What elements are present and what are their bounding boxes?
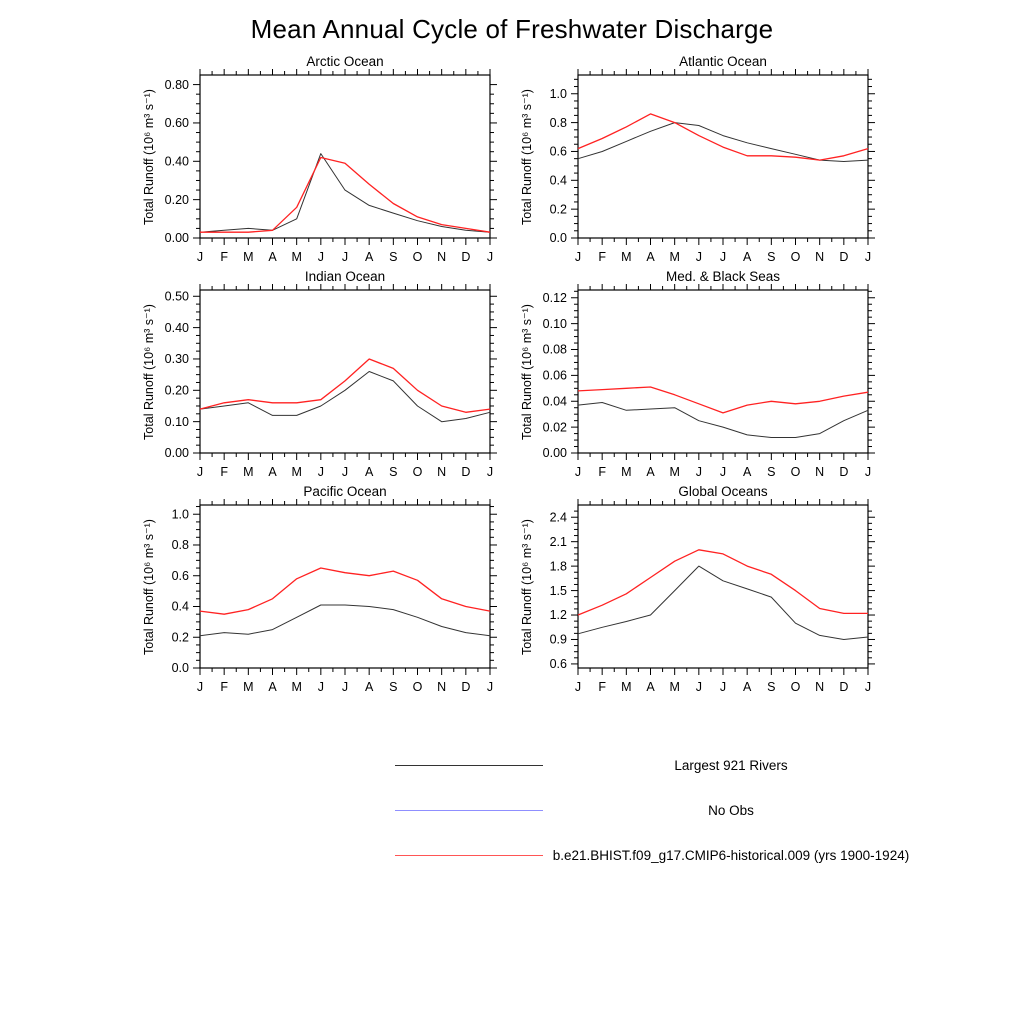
svg-text:0.10: 0.10 <box>164 414 189 429</box>
svg-text:M: M <box>243 465 254 479</box>
svg-text:M: M <box>621 680 632 694</box>
svg-text:2.4: 2.4 <box>549 510 567 525</box>
svg-text:0.00: 0.00 <box>542 446 567 461</box>
svg-text:J: J <box>695 465 702 479</box>
svg-text:J: J <box>719 680 727 694</box>
svg-text:0.6: 0.6 <box>171 568 189 583</box>
svg-text:J: J <box>719 465 727 479</box>
svg-text:0.20: 0.20 <box>164 383 189 398</box>
svg-text:S: S <box>389 465 398 479</box>
subplot-indian-ocean <box>120 268 500 500</box>
svg-text:A: A <box>646 250 655 264</box>
svg-text:J: J <box>574 465 582 479</box>
svg-text:O: O <box>412 465 423 479</box>
svg-text:A: A <box>268 250 277 264</box>
svg-text:0.30: 0.30 <box>164 352 189 367</box>
chart-title: Arctic Ocean <box>306 54 384 69</box>
svg-text:0.2: 0.2 <box>549 202 567 217</box>
legend-line-observations <box>395 765 543 766</box>
legend <box>0 743 1024 878</box>
svg-text:J: J <box>574 250 582 264</box>
svg-text:S: S <box>389 250 398 264</box>
svg-text:J: J <box>196 680 204 694</box>
svg-text:J: J <box>196 250 204 264</box>
svg-text:O: O <box>790 680 801 694</box>
svg-text:O: O <box>790 250 801 264</box>
svg-text:J: J <box>695 680 702 694</box>
svg-text:0.6: 0.6 <box>549 144 567 159</box>
svg-text:J: J <box>317 250 324 264</box>
svg-text:0.2: 0.2 <box>171 630 189 645</box>
svg-text:0.12: 0.12 <box>542 290 567 305</box>
svg-text:0.06: 0.06 <box>542 368 567 383</box>
svg-text:N: N <box>437 465 447 479</box>
subplot-global-oceans <box>498 483 878 715</box>
svg-text:D: D <box>461 465 471 479</box>
svg-text:O: O <box>412 680 423 694</box>
svg-text:M: M <box>243 680 254 694</box>
svg-text:S: S <box>767 465 776 479</box>
y-axis-label: Total Runoff (10⁶ m³ s⁻¹) <box>142 304 156 440</box>
svg-text:S: S <box>767 250 776 264</box>
chart-title: Global Oceans <box>678 484 768 499</box>
svg-text:N: N <box>437 250 447 264</box>
svg-text:0.8: 0.8 <box>549 115 567 130</box>
y-axis-label: Total Runoff (10⁶ m³ s⁻¹) <box>142 519 156 655</box>
y-axis-label: Total Runoff (10⁶ m³ s⁻¹) <box>520 304 534 440</box>
svg-text:A: A <box>268 465 277 479</box>
svg-text:0.4: 0.4 <box>171 599 189 614</box>
subplot-arctic-ocean <box>120 53 500 285</box>
svg-text:A: A <box>364 680 374 694</box>
svg-text:F: F <box>598 680 606 694</box>
svg-text:J: J <box>486 250 494 264</box>
svg-text:0.0: 0.0 <box>171 661 189 676</box>
svg-text:A: A <box>742 465 752 479</box>
svg-text:F: F <box>220 250 228 264</box>
subplot-pacific-ocean <box>120 483 500 715</box>
chart-canvas-pacific <box>120 483 500 715</box>
svg-text:J: J <box>864 465 872 479</box>
svg-text:0.80: 0.80 <box>164 77 189 92</box>
svg-text:J: J <box>864 250 872 264</box>
svg-text:1.0: 1.0 <box>549 86 567 101</box>
svg-text:J: J <box>486 465 494 479</box>
svg-text:J: J <box>341 680 349 694</box>
svg-text:O: O <box>790 465 801 479</box>
svg-text:0.4: 0.4 <box>549 173 567 188</box>
legend-label-observations: Largest 921 Rivers <box>674 758 788 773</box>
svg-text:1.8: 1.8 <box>549 559 567 574</box>
y-axis-label: Total Runoff (10⁶ m³ s⁻¹) <box>142 89 156 225</box>
svg-text:J: J <box>317 465 324 479</box>
svg-text:J: J <box>864 680 872 694</box>
svg-text:A: A <box>646 465 655 479</box>
subplot-med-black-seas <box>498 268 878 500</box>
svg-text:M: M <box>621 250 632 264</box>
svg-text:0.6: 0.6 <box>549 657 567 672</box>
svg-text:1.5: 1.5 <box>549 583 567 598</box>
svg-text:J: J <box>341 250 349 264</box>
svg-text:A: A <box>742 250 752 264</box>
chart-canvas-indian <box>120 268 500 500</box>
svg-text:0.00: 0.00 <box>164 231 189 246</box>
svg-text:M: M <box>669 465 680 479</box>
chart-title: Pacific Ocean <box>303 484 387 499</box>
svg-text:J: J <box>341 465 349 479</box>
svg-text:D: D <box>461 250 471 264</box>
svg-text:S: S <box>767 680 776 694</box>
svg-text:M: M <box>669 250 680 264</box>
svg-text:J: J <box>196 465 204 479</box>
chart-title: Indian Ocean <box>304 269 386 284</box>
svg-text:0.60: 0.60 <box>164 116 189 131</box>
chart-canvas-global <box>498 483 878 715</box>
svg-text:F: F <box>598 250 606 264</box>
legend-row-observations <box>0 743 1024 788</box>
chart-title: Atlantic Ocean <box>679 54 767 69</box>
svg-text:D: D <box>839 680 849 694</box>
svg-text:N: N <box>815 250 825 264</box>
svg-text:M: M <box>291 250 302 264</box>
figure-title: Mean Annual Cycle of Freshwater Discharge <box>250 14 774 44</box>
svg-text:S: S <box>389 680 398 694</box>
svg-text:J: J <box>719 250 727 264</box>
svg-text:0.50: 0.50 <box>164 289 189 304</box>
chart-canvas-med-black <box>498 268 878 500</box>
svg-text:M: M <box>291 680 302 694</box>
y-axis-label: Total Runoff (10⁶ m³ s⁻¹) <box>520 519 534 655</box>
svg-text:A: A <box>268 680 277 694</box>
svg-text:0.20: 0.20 <box>164 192 189 207</box>
svg-text:0.40: 0.40 <box>164 154 189 169</box>
svg-text:M: M <box>621 465 632 479</box>
svg-text:1.0: 1.0 <box>171 507 189 522</box>
chart-canvas-arctic <box>120 53 500 285</box>
y-axis-label: Total Runoff (10⁶ m³ s⁻¹) <box>520 89 534 225</box>
legend-label-no-obs: No Obs <box>708 803 754 818</box>
legend-label-model: b.e21.BHIST.f09_g17.CMIP6-historical.009 (yrs 1900-1924) <box>552 848 910 863</box>
svg-text:F: F <box>220 465 228 479</box>
svg-text:M: M <box>669 680 680 694</box>
svg-text:0.9: 0.9 <box>549 632 567 647</box>
chart-canvas-atlantic <box>498 53 878 285</box>
legend-row-model <box>0 833 1024 878</box>
svg-text:M: M <box>243 250 254 264</box>
svg-text:J: J <box>695 250 702 264</box>
svg-text:0.40: 0.40 <box>164 320 189 335</box>
legend-line-no-obs <box>395 810 543 811</box>
svg-text:1.2: 1.2 <box>549 608 567 623</box>
svg-text:N: N <box>815 465 825 479</box>
svg-text:O: O <box>412 250 423 264</box>
svg-text:D: D <box>839 465 849 479</box>
svg-text:A: A <box>364 250 374 264</box>
svg-text:A: A <box>742 680 752 694</box>
svg-text:0.8: 0.8 <box>171 538 189 553</box>
chart-title: Med. & Black Seas <box>665 269 781 284</box>
svg-text:J: J <box>317 680 324 694</box>
svg-text:0.08: 0.08 <box>542 342 567 357</box>
subplot-atlantic-ocean <box>498 53 878 285</box>
svg-text:D: D <box>839 250 849 264</box>
svg-text:F: F <box>220 680 228 694</box>
svg-text:F: F <box>598 465 606 479</box>
svg-text:M: M <box>291 465 302 479</box>
svg-text:A: A <box>646 680 655 694</box>
legend-line-model <box>395 855 543 856</box>
svg-text:N: N <box>437 680 447 694</box>
svg-text:0.00: 0.00 <box>164 446 189 461</box>
svg-text:J: J <box>486 680 494 694</box>
svg-text:0.04: 0.04 <box>542 394 567 409</box>
svg-text:J: J <box>574 680 582 694</box>
legend-row-no-obs <box>0 788 1024 833</box>
svg-text:0.02: 0.02 <box>542 420 567 435</box>
svg-text:N: N <box>815 680 825 694</box>
svg-text:A: A <box>364 465 374 479</box>
svg-text:2.1: 2.1 <box>549 534 567 549</box>
svg-text:D: D <box>461 680 471 694</box>
svg-text:0.10: 0.10 <box>542 316 567 331</box>
svg-text:0.0: 0.0 <box>549 231 567 246</box>
